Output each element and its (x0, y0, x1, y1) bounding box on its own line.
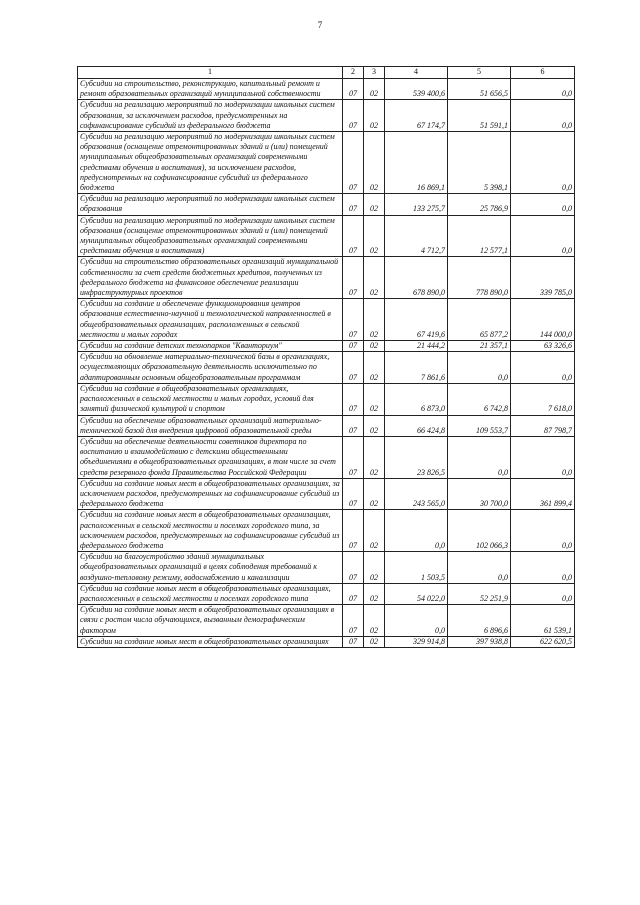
code-cell: 07 (343, 132, 364, 194)
amount-cell: 67 419,6 (385, 299, 448, 341)
code-cell: 02 (364, 257, 385, 299)
column-header: 5 (448, 67, 511, 79)
amount-cell: 0,0 (511, 132, 575, 194)
code-cell: 07 (343, 215, 364, 257)
row-name-cell: Субсидии на создание новых мест в общеобразовательных организациях, расположенных в сельской местности и поселках городского типа (78, 583, 343, 604)
row-name-cell: Субсидии на строительство, реконструкцию, капитальный ремонт и ремонт образовательных организаций муниципальной собственности (78, 79, 343, 100)
amount-cell: 12 577,1 (448, 215, 511, 257)
code-cell: 07 (343, 341, 364, 352)
code-cell: 02 (364, 132, 385, 194)
amount-cell: 0,0 (385, 510, 448, 552)
amount-cell: 6 742,8 (448, 383, 511, 415)
amount-cell: 65 877,2 (448, 299, 511, 341)
table-row (78, 132, 575, 194)
code-cell: 07 (343, 583, 364, 604)
code-cell: 02 (364, 583, 385, 604)
row-name-cell: Субсидии на обновление материально-технической базы в организациях, осуществляющих образовательную деятельность исключительно по адаптированным основным общеобразовательным программам (78, 352, 343, 384)
code-cell: 07 (343, 478, 364, 510)
amount-cell: 1 503,5 (385, 552, 448, 584)
amount-cell: 539 400,6 (385, 79, 448, 100)
amount-cell: 25 786,9 (448, 194, 511, 215)
amount-cell: 622 620,5 (511, 636, 575, 647)
code-cell: 02 (364, 383, 385, 415)
row-name-cell: Субсидии на создание и обеспечение функционирования центров образования естественно-научной и технологической направленностей в общеобразовательных организациях, расположенных в сельской местности и малых городах (78, 299, 343, 341)
code-cell: 02 (364, 552, 385, 584)
column-header: 3 (364, 67, 385, 79)
row-name-cell: Субсидии на реализацию мероприятий по модернизации школьных систем образования (оснащение отремонтированных зданий и (или) помещений муниципальных общеобразовательных организаций современными средствами обучения и воспитания), за исключением расходов, предусмотренных на софинансирование субсидий из федерального бюджета (78, 132, 343, 194)
table-row (78, 605, 575, 637)
row-name-cell: Субсидии на реализацию мероприятий по модернизации школьных систем образования (78, 194, 343, 215)
code-cell: 02 (364, 100, 385, 132)
row-name-cell: Субсидии на обеспечение деятельности советников директора по воспитанию и взаимодействию с детскими общественными объединениями в общеобразовательных организациях, в том числе за счет средств резервного фонда Правительства Российской Федерации (78, 436, 343, 478)
row-name-cell: Субсидии на создание новых мест в общеобразовательных организациях, расположенных в сельской местности и поселках городского типа, за исключением расходов, предусмотренных на софинансирование субсидий из федерального бюджета (78, 510, 343, 552)
code-cell: 02 (364, 605, 385, 637)
code-cell: 07 (343, 510, 364, 552)
table-row (78, 352, 575, 384)
code-cell: 02 (364, 415, 385, 436)
code-cell: 07 (343, 79, 364, 100)
amount-cell: 16 869,1 (385, 132, 448, 194)
table-row (78, 341, 575, 352)
table-row (78, 79, 575, 100)
row-name-cell: Субсидии на создание новых мест в общеобразовательных организациях (78, 636, 343, 647)
amount-cell: 87 798,7 (511, 415, 575, 436)
amount-cell: 329 914,8 (385, 636, 448, 647)
amount-cell: 109 553,7 (448, 415, 511, 436)
amount-cell: 0,0 (511, 583, 575, 604)
code-cell: 02 (364, 299, 385, 341)
row-name-cell: Субсидии на обеспечение образовательных организаций материально-технической базой для внедрения цифровой образовательной среды (78, 415, 343, 436)
amount-cell: 23 826,5 (385, 436, 448, 478)
amount-cell: 52 251,9 (448, 583, 511, 604)
amount-cell: 778 890,0 (448, 257, 511, 299)
code-cell: 07 (343, 352, 364, 384)
code-cell: 07 (343, 299, 364, 341)
code-cell: 07 (343, 383, 364, 415)
amount-cell: 63 326,6 (511, 341, 575, 352)
amount-cell: 30 700,0 (448, 478, 511, 510)
amount-cell: 66 424,8 (385, 415, 448, 436)
amount-cell: 0,0 (511, 436, 575, 478)
row-name-cell: Субсидии на создание новых мест в общеобразовательных организациях в связи с ростом числа обучающихся, вызванным демографическим фактором (78, 605, 343, 637)
amount-cell: 102 066,3 (448, 510, 511, 552)
table-row (78, 194, 575, 215)
column-header: 6 (511, 67, 575, 79)
row-name-cell: Субсидии на строительство образовательных организаций муниципальной собственности за счет средств бюджетных кредитов, полученных из федерального бюджета на финансовое обеспечение реализации инфраструктурных проектов (78, 257, 343, 299)
amount-cell: 67 174,7 (385, 100, 448, 132)
table-row (78, 383, 575, 415)
code-cell: 02 (364, 215, 385, 257)
amount-cell: 4 712,7 (385, 215, 448, 257)
budget-table (77, 66, 575, 648)
amount-cell: 678 890,0 (385, 257, 448, 299)
amount-cell: 0,0 (448, 552, 511, 584)
table-body (78, 79, 575, 648)
code-cell: 07 (343, 605, 364, 637)
table-row (78, 299, 575, 341)
table-row (78, 215, 575, 257)
amount-cell: 0,0 (511, 79, 575, 100)
amount-cell: 397 938,8 (448, 636, 511, 647)
code-cell: 02 (364, 352, 385, 384)
code-cell: 02 (364, 478, 385, 510)
amount-cell: 0,0 (448, 352, 511, 384)
code-cell: 07 (343, 194, 364, 215)
amount-cell: 7 861,6 (385, 352, 448, 384)
row-name-cell: Субсидии на создание новых мест в общеобразовательных организациях, за исключением расходов, предусмотренных на софинансирование субсидий из федерального бюджета (78, 478, 343, 510)
amount-cell: 6 896,6 (448, 605, 511, 637)
code-cell: 02 (364, 636, 385, 647)
code-cell: 07 (343, 636, 364, 647)
amount-cell: 0,0 (511, 100, 575, 132)
column-header: 1 (78, 67, 343, 79)
row-name-cell: Субсидии на реализацию мероприятий по модернизации школьных систем образования (оснащение отремонтированных зданий и (или) помещений муниципальных общеобразовательных организаций современными средствами обучения и воспитания) (78, 215, 343, 257)
code-cell: 07 (343, 552, 364, 584)
amount-cell: 51 591,1 (448, 100, 511, 132)
table-header-row (78, 67, 575, 79)
table-row (78, 257, 575, 299)
code-cell: 02 (364, 510, 385, 552)
amount-cell: 21 444,2 (385, 341, 448, 352)
code-cell: 07 (343, 436, 364, 478)
page-number: 7 (317, 20, 323, 30)
table-row (78, 636, 575, 647)
code-cell: 02 (364, 194, 385, 215)
table-row (78, 510, 575, 552)
code-cell: 02 (364, 341, 385, 352)
code-cell: 07 (343, 257, 364, 299)
amount-cell: 61 539,1 (511, 605, 575, 637)
amount-cell: 144 000,0 (511, 299, 575, 341)
table-row (78, 478, 575, 510)
table-row (78, 436, 575, 478)
amount-cell: 243 565,0 (385, 478, 448, 510)
amount-cell: 51 656,5 (448, 79, 511, 100)
amount-cell: 5 398,1 (448, 132, 511, 194)
code-cell: 02 (364, 79, 385, 100)
row-name-cell: Субсидии на реализацию мероприятий по модернизации школьных систем образования, за исключением расходов, предусмотренных на софинансирование субсидий из федерального бюджета (78, 100, 343, 132)
table-row (78, 415, 575, 436)
row-name-cell: Субсидии на создание детских технопарков "Кванториум" (78, 341, 343, 352)
row-name-cell: Субсидии на создание в общеобразовательных организациях, расположенных в сельской местности и малых городах, условий для занятий физической культурой и спортом (78, 383, 343, 415)
amount-cell: 361 899,4 (511, 478, 575, 510)
table-row (78, 583, 575, 604)
amount-cell: 339 785,0 (511, 257, 575, 299)
amount-cell: 0,0 (511, 552, 575, 584)
amount-cell: 0,0 (385, 605, 448, 637)
table-row (78, 552, 575, 584)
amount-cell: 7 618,0 (511, 383, 575, 415)
amount-cell: 0,0 (511, 510, 575, 552)
amount-cell: 0,0 (511, 194, 575, 215)
table-row (78, 100, 575, 132)
code-cell: 07 (343, 415, 364, 436)
amount-cell: 6 873,0 (385, 383, 448, 415)
amount-cell: 0,0 (511, 215, 575, 257)
row-name-cell: Субсидии на благоустройство зданий муниципальных общеобразовательных организаций в целях соблюдения требований к воздушно-тепловому режиму, водоснабжению и канализации (78, 552, 343, 584)
code-cell: 07 (343, 100, 364, 132)
amount-cell: 0,0 (448, 436, 511, 478)
amount-cell: 54 022,0 (385, 583, 448, 604)
code-cell: 02 (364, 436, 385, 478)
amount-cell: 21 357,1 (448, 341, 511, 352)
amount-cell: 0,0 (511, 352, 575, 384)
column-header: 4 (385, 67, 448, 79)
amount-cell: 133 275,7 (385, 194, 448, 215)
column-header: 2 (343, 67, 364, 79)
